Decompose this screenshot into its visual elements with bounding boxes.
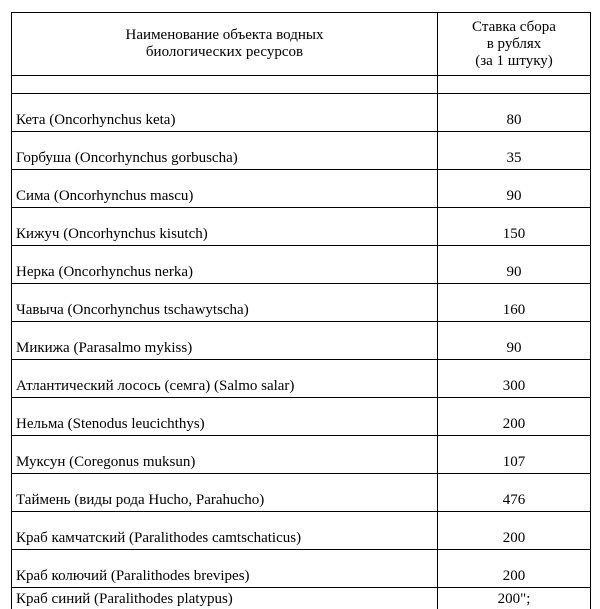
species-name-cell: Горбуша (Oncorhynchus gorbuscha) xyxy=(12,132,438,170)
species-name-cell: Кета (Oncorhynchus keta) xyxy=(12,94,438,132)
fee-rate-cell: 160 xyxy=(438,284,591,322)
table-header-row xyxy=(12,13,591,76)
species-name-cell: Микижа (Parasalmo mykiss) xyxy=(12,322,438,360)
fee-rate-cell: 107 xyxy=(438,436,591,474)
fee-rate-cell: 35 xyxy=(438,132,591,170)
table-row xyxy=(12,170,591,208)
fee-rate-cell: 200 xyxy=(438,550,591,588)
species-name-cell: Краб колючий (Paralithodes brevipes) xyxy=(12,550,438,588)
spacer-cell xyxy=(12,76,438,94)
fee-rate-cell: 90 xyxy=(438,322,591,360)
header-object-name xyxy=(12,13,438,76)
header-object-name-line2: биологических ресурсов xyxy=(146,44,303,60)
species-name-cell: Кижуч (Oncorhynchus kisutch) xyxy=(12,208,438,246)
species-name-cell: Таймень (виды рода Hucho, Parahucho) xyxy=(12,474,438,512)
table-row xyxy=(12,512,591,550)
table-spacer-row xyxy=(12,76,591,94)
species-name-cell: Сима (Oncorhynchus mascu) xyxy=(12,170,438,208)
fee-rate-cell: 476 xyxy=(438,474,591,512)
fee-rate-cell: 90 xyxy=(438,246,591,284)
species-name-cell: Муксун (Coregonus muksun) xyxy=(12,436,438,474)
header-fee-rate xyxy=(438,13,591,76)
table-row xyxy=(12,208,591,246)
table-row xyxy=(12,322,591,360)
fee-rate-cell: 200"; xyxy=(438,588,591,609)
spacer-cell xyxy=(438,76,591,94)
table-row xyxy=(12,94,591,132)
fee-rate-cell: 80 xyxy=(438,94,591,132)
fee-rates-table xyxy=(11,12,591,609)
header-fee-rate-line1: Ставка сбора xyxy=(472,19,556,35)
species-name-cell: Атлантический лосось (семга) (Salmo salar) xyxy=(12,360,438,398)
species-name-cell: Чавыча (Oncorhynchus tschawytscha) xyxy=(12,284,438,322)
header-object-name-line1: Наименование объекта водных xyxy=(126,27,324,43)
fee-rate-cell: 90 xyxy=(438,170,591,208)
table-row xyxy=(12,550,591,588)
fee-rate-cell: 200 xyxy=(438,398,591,436)
fee-rate-cell: 150 xyxy=(438,208,591,246)
species-name-cell: Краб камчатский (Paralithodes camtschaticus) xyxy=(12,512,438,550)
table-row xyxy=(12,360,591,398)
table-row xyxy=(12,246,591,284)
table-row xyxy=(12,284,591,322)
header-fee-rate-line3: (за 1 штуку) xyxy=(475,53,553,69)
table-row xyxy=(12,398,591,436)
header-fee-rate-line2: в рублях xyxy=(487,36,542,52)
table-row xyxy=(12,436,591,474)
table-row xyxy=(12,474,591,512)
species-name-cell: Нерка (Oncorhynchus nerka) xyxy=(12,246,438,284)
fee-rate-cell: 300 xyxy=(438,360,591,398)
table-row xyxy=(12,132,591,170)
species-name-cell: Нельма (Stenodus leucichthys) xyxy=(12,398,438,436)
fee-rate-cell: 200 xyxy=(438,512,591,550)
species-name-cell: Краб синий (Paralithodes platypus) xyxy=(12,588,438,609)
